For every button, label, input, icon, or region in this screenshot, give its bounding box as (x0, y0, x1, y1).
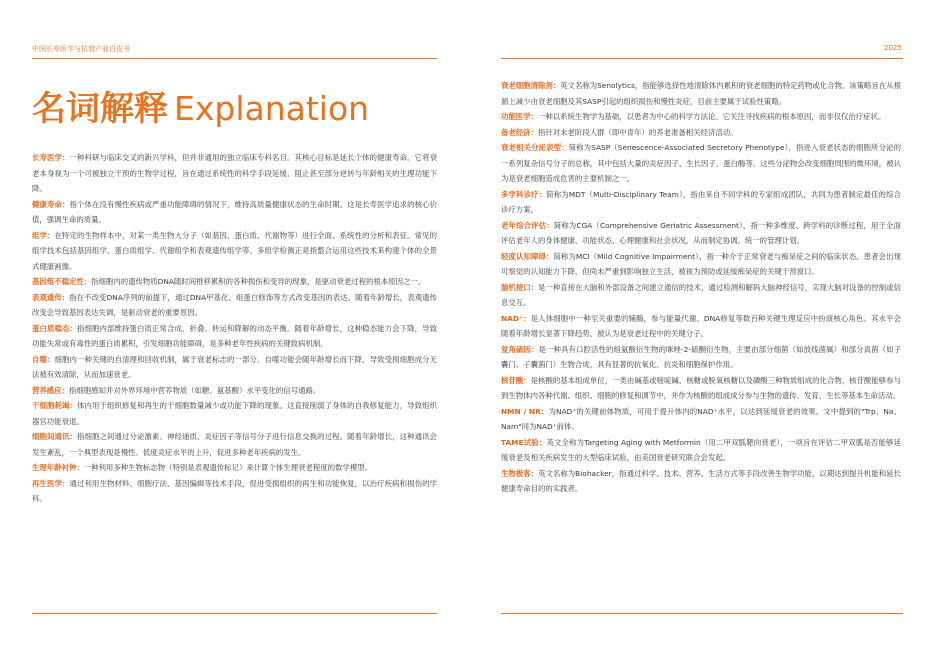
glossary-definition: 指细胞感知并对外界环境中营养物质（如糖、氨基酸）水平变化的信号通路。 (68, 385, 321, 395)
glossary-entry (32, 460, 437, 476)
glossary-entry (501, 435, 901, 466)
glossary-term: NMN / NR： (501, 406, 549, 416)
glossary-definition: 在特定的生物样本中，对某一类生物大分子（如基因、蛋白质、代谢物等）进行全面、系统性的分析和表征。常见的组学技术包括基因组学、蛋白质组学、代谢组学和表观遗传组学等。多组学检测正是指整合运用这些技术来构建个体的全景式健康画像。 (32, 230, 437, 271)
footer-rule-right (501, 613, 903, 614)
glossary-entry (501, 78, 901, 109)
glossary-entry (32, 228, 437, 275)
glossary-entry (32, 429, 437, 460)
glossary-entry (501, 125, 901, 141)
glossary-term: 健康寿命： (32, 199, 70, 209)
glossary-definition: 通过利用生物材料、细胞疗法、基因编辑等技术手段，促进受损组织的再生和功能恢复，以治疗疾病和损伤的学科。 (32, 478, 437, 503)
glossary-term: TAME试验： (501, 437, 547, 447)
footer-rule-left (32, 613, 437, 614)
glossary-term: 自噬： (32, 354, 55, 364)
glossary-entry (501, 373, 901, 404)
glossary-entry (32, 197, 437, 228)
header-rule-right (501, 58, 903, 59)
glossary-term: 蛋白质稳态： (32, 323, 78, 333)
glossary-definition: 指个体在没有慢性疾病或严重功能障碍的情况下，维持高质量健康状态的生命时期。这是长寿医学追求的核心价值，强调生命的质量。 (32, 199, 437, 224)
glossary-definition: 英文名称为Biohacker，指通过科学、技术、营养、生活方式等手段改善生物学功能，以期达到提升机能和延长健康寿命目的的实践者。 (501, 468, 901, 493)
glossary-term: 衰老相关分泌表型： (501, 143, 569, 152)
glossary-definition: 简称为CGA（Comprehensive Geriatric Assessment），指一种多维度、跨学科的诊断过程，用于全面评估老年人的身体健康、功能状态、心理健康和社会状况，从而制定协调、统一的管理计划。 (501, 220, 901, 245)
glossary-definition: 指针对未老阶段人群（即中青年）的养老准备相关经济活动。 (537, 127, 738, 137)
glossary-definition: 是一种直接在大脑和外部设备之间建立通信的技术，通过检测和解码大脑神经信号，实现大脑对设备的控制或信息交互。 (501, 282, 901, 307)
glossary-entry (501, 404, 901, 435)
glossary-definition: 指细胞内部维持蛋白质正常合成、折叠、转运和降解的动态平衡。随着年龄增长，这种稳态能力会下降，导致功能失常或有毒性的蛋白质累积，引发细胞功能障碍，是多种老年性疾病的关键致病机制。 (32, 323, 437, 348)
glossary-entry (501, 140, 901, 187)
glossary-entry (32, 321, 437, 352)
glossary-entry (32, 352, 437, 383)
glossary-entry (32, 476, 437, 507)
glossary-entry (501, 218, 901, 249)
glossary-term: 细胞间通讯： (32, 432, 78, 441)
glossary-right-column (501, 78, 901, 497)
glossary-entry (501, 187, 901, 218)
glossary-term: 生理年龄衬钟： (32, 463, 84, 472)
page-title-zh: 名词解释 (32, 89, 168, 129)
glossary-term: 组学： (32, 230, 55, 240)
glossary-definition: 细胞内一种关键的自清理和回收机制，属于衰老标志的一部分。自噬功能会随年龄增长而下降，导致受损细胞成分无法被有效清除，从而加速衰老。 (32, 354, 437, 379)
glossary-term: 干细胞耗竭： (32, 401, 78, 410)
glossary-definition: 指细胞内的遗传物质DNA随时间推移累积的各种损伤和变异的现象，是驱动衰老过程的根本原因之一。 (91, 277, 426, 286)
glossary-term: NAD⁺： (501, 313, 531, 323)
page-header-left: 中国长寿医学与抗衰产业白皮书 (32, 45, 130, 53)
glossary-definition: 简称为SASP（Senescence-Associated Secretory Phenotype），指进入衰老状态的细胞所分泌的一系列复杂信号分子的总称，其中包括大量的炎症因子、生长因子、蛋白酶等。这些分泌物会改变细胞周围的微环境，被认为是衰老细胞造成危害的主要机制之一。 (501, 143, 901, 183)
glossary-definition: 一种科研与临床交叉的新兴学科，但并非通用的独立临床专科名目。其核心目标是延长个体的健康寿命。它将衰老本身视为一个可被独立干预的生物学过程，旨在通过系统性的科学手段延缓、阻止甚至部分逆转与年龄相关的生理功能下降。 (32, 153, 437, 193)
glossary-term: 功能医学： (501, 112, 538, 121)
page-title-en: Explanation (174, 89, 370, 128)
glossary-entry (32, 274, 437, 290)
glossary-definition: 指细胞之间通过分泌激素、神经递质、炎症因子等信号分子进行信息交换的过程。随着年龄增长，这种通讯会发生紊乱，一个典型表现是慢性、低度炎症水平的上升，促进多种老年疾病的发生。 (32, 432, 437, 457)
glossary-term: 脑机接口： (501, 282, 539, 292)
glossary-term: 核苷酸： (501, 375, 531, 385)
glossary-term: 备老经济： (501, 127, 538, 137)
glossary-definition: 是一种具有口腔活性的组氨酸衍生物的咪唑-2-硫酮衍生物，主要由部分细菌（如放线菌属）和部分真菌（如子囊门、子囊菌门）生物合成，具有显著的抗氧化、抗炎和细胞保护作用。 (501, 344, 901, 369)
glossary-term: 再生医学： (32, 478, 70, 488)
glossary-entry (501, 466, 901, 497)
glossary-term: 营养感应： (32, 385, 69, 395)
glossary-term: 衰老细胞清除剂： (501, 81, 561, 90)
glossary-entry (32, 150, 437, 197)
glossary-definition: 一种以系统生物学为基础，以患者为中心的科学方法论。它关注寻找疾病的根本原因，而非仅仅治疗症状。 (537, 112, 886, 121)
glossary-term: 基因组不稳定性： (32, 277, 92, 286)
glossary-term: 表观遗传： (32, 292, 70, 302)
glossary-term: 轻度认知障碍： (501, 251, 554, 261)
glossary-term: 生物极客： (501, 468, 539, 478)
header-rule-left (32, 58, 437, 59)
page-title (32, 89, 370, 129)
glossary-term: 复角硫因： (501, 344, 539, 354)
glossary-left-column (32, 150, 437, 507)
glossary-definition: 英文名称为Senolytics，指能够选择性地清除体内累积的衰老细胞的特定药物或化合物。该策略旨在从根源上减少由衰老细胞及其SASP引起的组织损伤和慢性炎症，目前主要属于试验性策略。 (501, 81, 901, 106)
glossary-definition: 指在不改变DNA序列的前提下，通过DNA甲基化、组蛋白修饰等方式改变基因的表达。随着年龄增长，表观遗传改变会导致基因表达失调，是驱动衰老的重要原因。 (32, 292, 437, 317)
glossary-term: 老年综合评估： (501, 220, 554, 230)
glossary-entry (32, 383, 437, 399)
glossary-entry (501, 311, 901, 342)
glossary-entry (32, 290, 437, 321)
glossary-definition: 英文全称为Targeting Aging with Metformin（用二甲双胍靶向衰老），一项旨在评估二甲双胍是否能够延缓衰老及相关疾病发生的大型临床试验，由美国衰老研究联合会发起。 (501, 437, 902, 462)
glossary-definition: 是人体细胞中一种至关重要的辅酶，参与能量代谢、DNA修复等数百种关键生理反应中扮演核心角色。其水平会随着年龄增长显著下降趋势，被认为是衰老过程中的关键分子。 (501, 313, 901, 338)
glossary-entry (501, 280, 901, 311)
glossary-entry (501, 249, 901, 280)
glossary-definition: 简称为MCI（Mild Cognitive Impairment），指一种介于正常衰老与痴呆症之间的临床状态。患者会出现可察觉的认知能力下降，但尚未严重到影响独立生活，被视为预防或延缓痴呆症的关键干预窗口。 (501, 251, 901, 276)
page-header-right: 2025 (884, 44, 902, 52)
glossary-definition: 是核酸的基本组成单位，一类由碱基或嘧啶碱、核糖或脱氧核糖以及磷酸三种物质组成的化合物。核苷酸能够参与到生物体内各种代谢、组织、细胞的修复和调节中，并作为核酸的组成成分参与生物的遗传、发育、生长等基本生命活动。 (501, 375, 901, 400)
glossary-term: 多学科诊疗： (501, 189, 547, 199)
glossary-entry (501, 342, 901, 373)
glossary-definition: 体内用于组织修复和再生的干细胞数量减少或功能下降的现象。这直接削弱了身体的自我修复能力，导致组织器官功能衰退。 (32, 401, 437, 426)
glossary-definition: 为NAD⁺的关键前体物质，可用于提升体内的NAD⁺水平，以达到延缓衰老的效果。文中提到的"Trp、Na、Nam"同为NAD⁺前体。 (501, 406, 901, 431)
glossary-term: 长寿医学： (32, 153, 70, 162)
glossary-entry (32, 398, 437, 429)
glossary-entry (501, 109, 901, 125)
glossary-definition: 一种利用多种生物标志物（特别是表观遗传标记）来计算个体生理衰老程度的数学模型。 (83, 463, 372, 472)
glossary-definition: 简称为MDT（Multi-Disciplinary Team），指由来自不同学科的专家组成团队，共同为患者制定最佳的综合诊疗方案。 (501, 189, 901, 214)
